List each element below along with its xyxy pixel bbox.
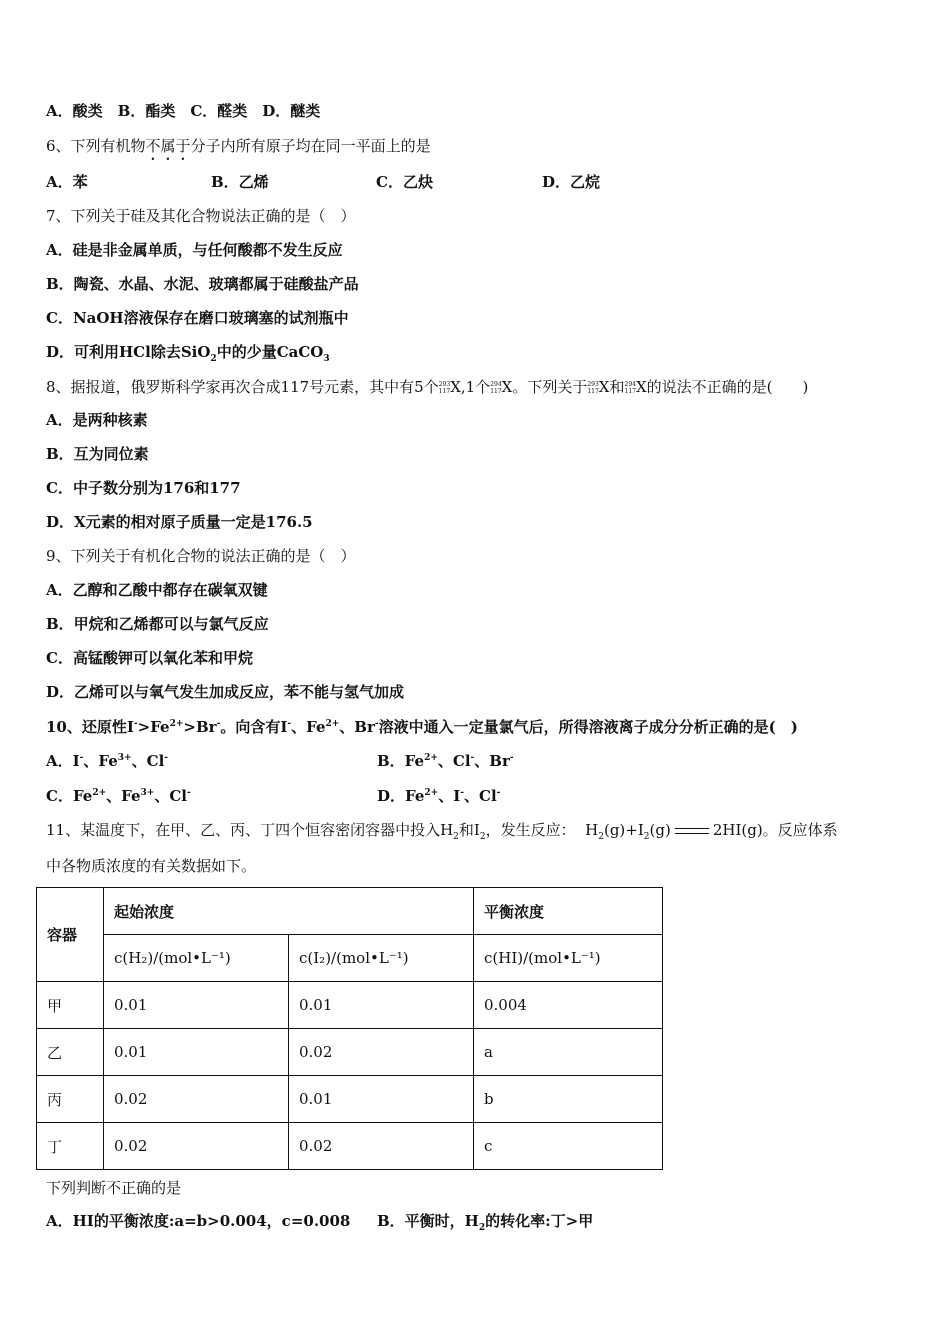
q10-option-d <box>377 786 500 806</box>
q10-option-c <box>46 786 191 806</box>
q10-c-sup2: 3+ <box>140 788 155 798</box>
q8-iso3-mass: 293 <box>587 381 599 388</box>
q10-c-cl: Cl <box>169 787 187 805</box>
q9-option-c: C．高锰酸钾可以氧化苯和甲烷 <box>46 649 253 667</box>
row-i2: 0.01 <box>289 982 474 1029</box>
q9-stem: 9、下列关于有机化合物的说法正确的是（ ） <box>46 547 356 565</box>
q10-sup1: - <box>133 719 138 729</box>
q11-stem-b: 和I <box>458 821 480 839</box>
q8-option-b: B．互为同位素 <box>46 445 149 463</box>
q11-eq-sub2: 2 <box>643 832 650 842</box>
q6-stem-post: 分子内所有原子均在同一平面上的是 <box>190 137 431 155</box>
row-name: 丙 <box>37 1076 104 1123</box>
q10-sup3: - <box>216 719 221 729</box>
equilibrium-arrow-icon <box>675 826 709 836</box>
q7-d-sub2: 2 <box>210 354 217 364</box>
q11-judge: 下列判断不正确的是 <box>46 1179 182 1197</box>
q6-option-c: C．乙炔 <box>376 173 433 191</box>
q11-sub-i2: 2 <box>479 832 486 842</box>
q8-stem-part1: 8、据报道，俄罗斯科学家再次合成117号元素，其中有5个 <box>46 378 439 396</box>
q10-stem <box>46 717 798 737</box>
q7-d-sub3: 3 <box>323 354 330 364</box>
row-h2: 0.02 <box>104 1123 289 1170</box>
table-row <box>37 1123 663 1170</box>
q11-eq-sub1: 2 <box>598 832 604 842</box>
q11-eq-b: (g)+I <box>603 821 644 839</box>
q8-iso2-z: 117 <box>490 388 502 395</box>
q10-b-sep2: 、 <box>474 752 490 770</box>
q11-stem-a: 11、某温度下，在甲、乙、丙、丁四个恒容密闭容器中投入H <box>46 821 454 839</box>
q10-b-label: B．Fe <box>377 752 425 770</box>
q10-a-sep1: 、 <box>83 752 99 770</box>
q8-stem-part3: 。下列关于 <box>512 378 588 396</box>
q10-sup6: - <box>374 719 379 729</box>
q10-stem-c: >Br <box>183 718 217 736</box>
q10-d-sup3: - <box>496 788 501 798</box>
q10-a-sup3: - <box>164 753 169 763</box>
row-h2: 0.01 <box>104 982 289 1029</box>
q8-stem-and: 和 <box>609 378 625 396</box>
q11-option-a: A．HI的平衡浓度:a=b>0.004，c=0.008 <box>46 1212 351 1230</box>
q10-a-fe: Fe <box>98 752 118 770</box>
table-subheader-row <box>37 935 663 982</box>
q10-d-label: D．Fe <box>377 787 425 805</box>
q7-option-b: B．陶瓷、水晶、水泥、玻璃都属于硅酸盐产品 <box>46 275 359 293</box>
q10-stem-f: 、Br <box>339 718 375 736</box>
q8-iso3-z: 117 <box>587 388 599 395</box>
q7-option-a: A．硅是非金属单质，与任何酸都不发生反应 <box>46 241 343 259</box>
q10-c-sep2: 、 <box>154 787 170 805</box>
table-row <box>37 1029 663 1076</box>
q8-x2: X <box>501 378 513 396</box>
q10-option-b <box>377 751 514 771</box>
q11-b-post: 的转化率:丁>甲 <box>485 1212 594 1230</box>
q10-a-label: A．I <box>46 752 80 770</box>
q6-option-b: B．乙烯 <box>211 173 269 191</box>
row-h2: 0.02 <box>104 1076 289 1123</box>
header-c-h2: c(H₂)/(mol•L⁻¹) <box>104 935 289 982</box>
q10-stem-d: 。向含有I <box>220 718 288 736</box>
q10-d-sup2: - <box>460 788 464 798</box>
q10-sup5: 2+ <box>325 719 340 729</box>
row-i2: 0.02 <box>289 1029 474 1076</box>
q8-iso1-mass: 293 <box>438 381 451 388</box>
q8-iso4-z: 117 <box>624 388 636 395</box>
q10-d-sep1: 、 <box>438 787 454 805</box>
q8-stem-part4: 的说法不正确的是( ) <box>646 378 809 396</box>
header-c-i2: c(I₂)/(mol•L⁻¹) <box>289 935 474 982</box>
q11-eq-d: 2HI(g)。反应体系 <box>712 821 838 839</box>
q9-option-b: B．甲烷和乙烯都可以与氯气反应 <box>46 615 269 633</box>
q11-eq-c: (g) <box>649 821 671 839</box>
table-row <box>37 1076 663 1123</box>
row-name: 乙 <box>37 1029 104 1076</box>
q8-x3: X <box>598 378 610 396</box>
q10-stem-g: 溶液中通入一定量氯气后，所得溶液离子成分分析正确的是( ) <box>378 718 798 736</box>
table-header-row <box>37 888 663 935</box>
q9-option-d: D．乙烯可以与氧气发生加成反应，苯不能与氢气加成 <box>46 683 405 701</box>
row-hi: b <box>474 1076 663 1123</box>
q7-option-d <box>46 342 330 362</box>
row-i2: 0.01 <box>289 1076 474 1123</box>
q11-b-sub: 2 <box>478 1223 486 1233</box>
q8-x4: X <box>635 378 647 396</box>
q10-c-sep1: 、 <box>106 787 122 805</box>
q8-iso2-notation <box>490 381 501 395</box>
header-c-hi: c(HI)/(mol•L⁻¹) <box>474 935 663 982</box>
q10-d-sup1: 2+ <box>424 788 439 798</box>
q10-a-sup1: - <box>79 753 84 763</box>
row-hi: c <box>474 1123 663 1170</box>
q8-option-a: A．是两种核素 <box>46 411 148 429</box>
q10-d-cl: Cl <box>479 787 497 805</box>
q10-b-sep1: 、 <box>437 752 453 770</box>
q5-options: A．酸类 B．酯类 C．醛类 D．醚类 <box>46 102 321 120</box>
q8-option-c: C．中子数分别为176和177 <box>46 479 241 497</box>
q8-option-d: D．X元素的相对原子质量一定是176.5 <box>46 513 313 531</box>
row-hi: a <box>474 1029 663 1076</box>
q11-eq-h: H <box>585 821 599 839</box>
q10-b-br: Br <box>489 752 510 770</box>
q6-option-a: A．苯 <box>46 173 88 191</box>
q10-a-sep2: 、 <box>131 752 147 770</box>
q8-iso4-mass: 294 <box>624 381 636 388</box>
q10-sup2: 2+ <box>169 719 184 729</box>
q7-d-pre: D．可利用HCl除去SiO <box>46 343 211 361</box>
header-equilibrium: 平衡浓度 <box>474 888 663 935</box>
q10-b-sup3: - <box>509 753 514 763</box>
q10-sup4: - <box>287 719 292 729</box>
q10-c-sup3: - <box>186 788 191 798</box>
q8-iso1-notation <box>439 381 450 395</box>
q8-iso4-notation <box>625 381 636 395</box>
q11-stem <box>46 820 838 840</box>
q8-x1: X <box>450 378 461 396</box>
q11-option-b <box>377 1211 593 1231</box>
q10-c-sup1: 2+ <box>92 788 107 798</box>
q10-c-fe: Fe <box>121 787 141 805</box>
q11-stem-line2: 中各物质浓度的有关数据如下。 <box>46 857 257 875</box>
header-initial: 起始浓度 <box>104 888 474 935</box>
q10-b-sup1: 2+ <box>424 753 438 763</box>
q10-d-sep2: 、 <box>464 787 480 805</box>
q6-stem-emphasis: 不属于 <box>145 137 191 155</box>
q6-stem <box>46 136 431 164</box>
q8-stem <box>46 377 808 397</box>
header-container: 容器 <box>37 888 104 982</box>
q6-stem-pre: 6、下列有机物 <box>46 137 146 155</box>
q8-iso3-notation <box>587 381 598 395</box>
row-hi: 0.004 <box>474 982 663 1029</box>
q10-stem-e: 、Fe <box>291 718 326 736</box>
concentration-table <box>36 887 663 1170</box>
row-i2: 0.02 <box>289 1123 474 1170</box>
q10-a-sup2: 3+ <box>117 753 132 763</box>
q7-d-mid: 中的少量CaCO <box>216 343 324 361</box>
row-name: 甲 <box>37 982 104 1029</box>
q10-stem-b: >Fe <box>137 718 170 736</box>
q8-iso1-z: 117 <box>438 388 451 395</box>
row-name: 丁 <box>37 1123 104 1170</box>
q10-b-cl: Cl <box>452 752 471 770</box>
row-h2: 0.01 <box>104 1029 289 1076</box>
q7-option-c: C．NaOH溶液保存在磨口玻璃塞的试剂瓶中 <box>46 309 349 327</box>
q9-option-a: A．乙醇和乙酸中都存在碳氧双键 <box>46 581 268 599</box>
table-row <box>37 982 663 1029</box>
q11-sub-h2: 2 <box>453 832 459 842</box>
q6-option-d: D．乙烷 <box>542 173 601 191</box>
q11-stem-c: ，发生反应： <box>485 821 576 839</box>
q10-d-i: I <box>453 787 461 805</box>
q8-stem-part2: ,1个 <box>460 378 491 396</box>
q8-iso2-mass: 294 <box>490 381 502 388</box>
q7-stem: 7、下列关于硅及其化合物说法正确的是（ ） <box>46 207 356 225</box>
q10-stem-a: 10、还原性I <box>46 718 134 736</box>
q10-option-a <box>46 751 168 771</box>
q11-b-pre: B．平衡时，H <box>377 1212 479 1230</box>
q10-c-label: C．Fe <box>46 787 93 805</box>
q10-a-cl: Cl <box>146 752 165 770</box>
q10-b-sup2: - <box>470 753 475 763</box>
